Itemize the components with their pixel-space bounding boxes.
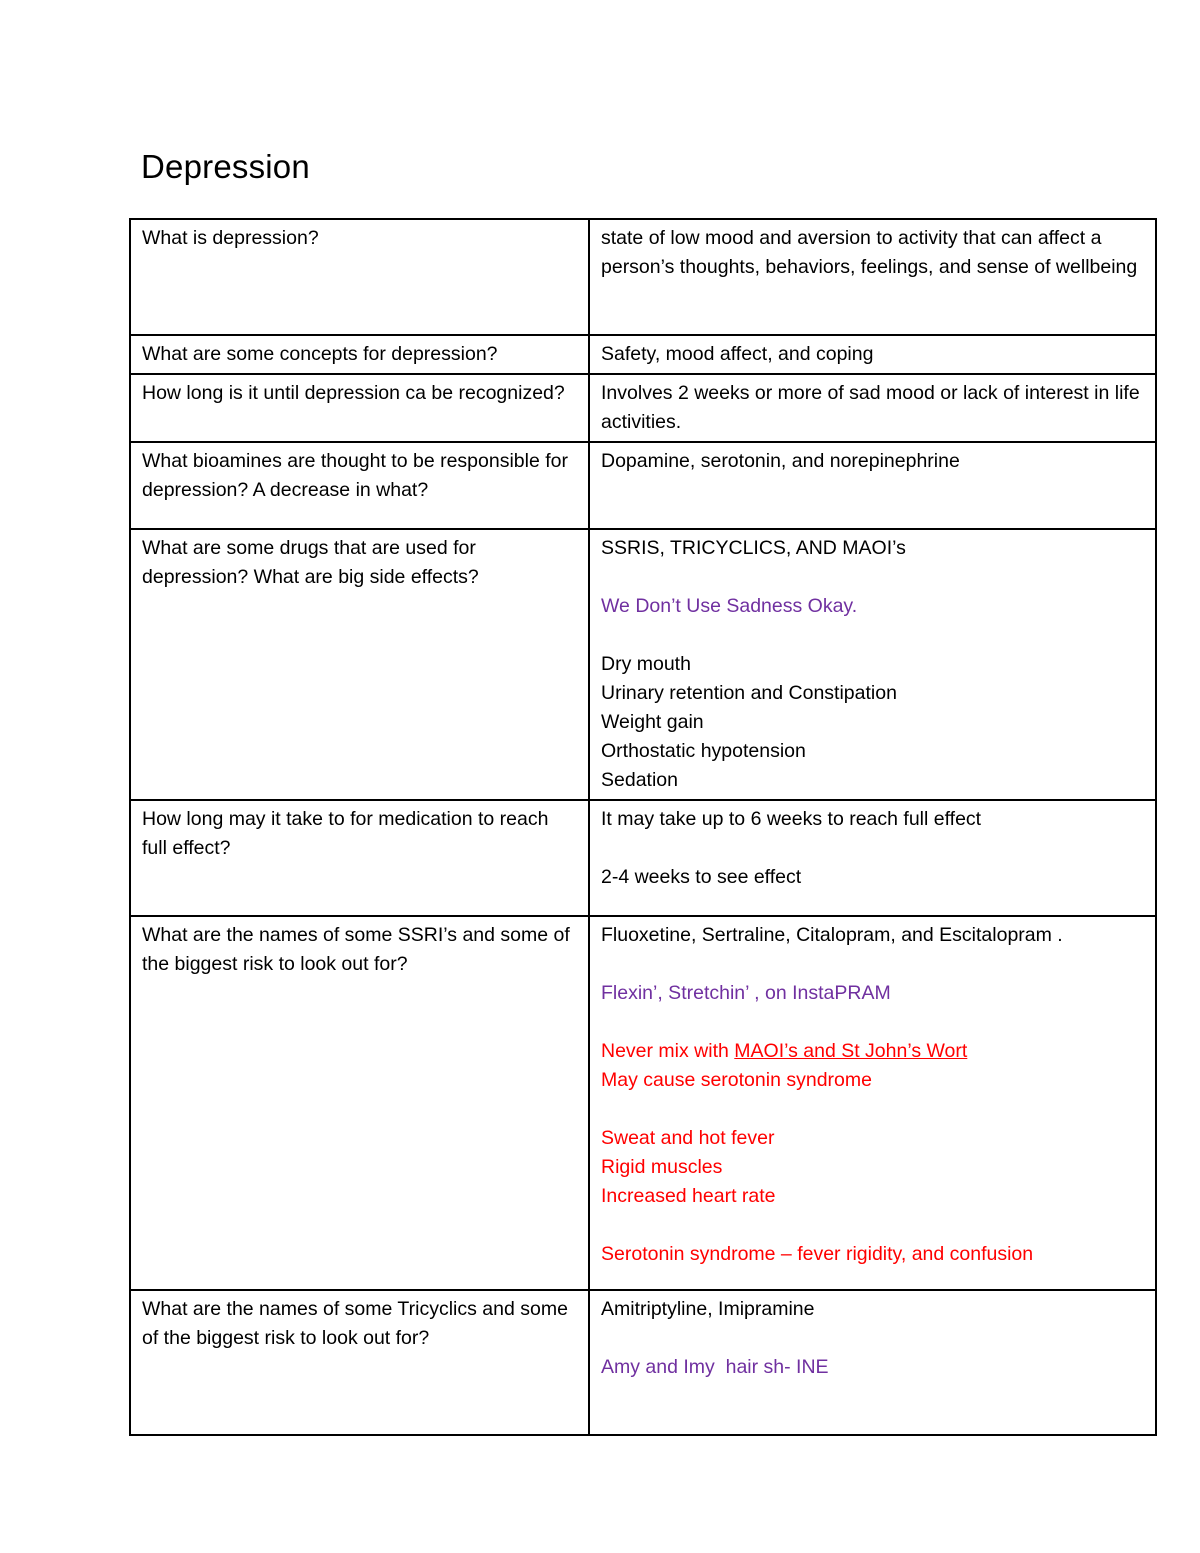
symptom-item: Rigid muscles (601, 1156, 723, 1178)
question-text: What are some drugs that are used for depression? What are big side effects? (142, 537, 482, 588)
question-text: How long may it take to for medication to reach full effect? (142, 808, 554, 859)
answer-text: It may take up to 6 weeks to reach full effect (601, 808, 982, 830)
question-text: What are the names of some Tricyclics and some of the biggest risk to look out for? (142, 1298, 574, 1349)
answer-text: Dopamine, serotonin, and norepinephrine (601, 450, 960, 472)
table-row (130, 335, 1156, 374)
answer-text: Involves 2 weeks or more of sad mood or lack of interest in life activities. (601, 382, 1146, 433)
side-effect-item: Weight gain (601, 711, 704, 733)
blank-line (601, 1324, 1145, 1353)
drug-classes: SSRIS, TRICYCLICS, AND MAOI’s (601, 537, 906, 559)
warning-text: Serotonin syndrome – fever rigidity, and confusion (601, 1243, 1034, 1265)
answer-cell (589, 374, 1156, 442)
ssri-names: Fluoxetine, Sertraline, Citalopram, and Escitalopram . (601, 924, 1063, 946)
side-effect-item: Dry mouth (601, 653, 691, 675)
answer-cell (589, 529, 1156, 800)
table-row (130, 442, 1156, 529)
blank-line (601, 834, 1145, 863)
mnemonic-text: Amy and Imy hair sh- INE (601, 1356, 829, 1378)
answer-cell (589, 442, 1156, 529)
blank-line (601, 563, 1145, 592)
side-effect-item: Sedation (601, 769, 678, 791)
table-row (130, 219, 1156, 335)
answer-cell (589, 1290, 1156, 1435)
side-effect-item: Urinary retention and Constipation (601, 682, 897, 704)
table-row (130, 529, 1156, 800)
warning-underlined-text: MAOI’s and St John’s Wort (734, 1040, 968, 1062)
answer-cell (589, 219, 1156, 335)
warning-text: May cause serotonin syndrome (601, 1069, 872, 1091)
blank-line (601, 1211, 1145, 1240)
question-cell (130, 374, 589, 442)
answer-cell (589, 800, 1156, 916)
table-row (130, 374, 1156, 442)
table-row (130, 800, 1156, 916)
question-text: How long is it until depression ca be recognized? (142, 382, 565, 404)
symptom-item: Sweat and hot fever (601, 1127, 775, 1149)
page-title: Depression (141, 148, 310, 185)
warning-line (601, 1037, 1145, 1066)
mnemonic-text: We Don’t Use Sadness Okay. (601, 595, 858, 617)
qa-table (129, 218, 1157, 1436)
answer-text: 2-4 weeks to see effect (601, 866, 802, 888)
question-text: What are the names of some SSRI’s and some of the biggest risk to look out for? (142, 924, 576, 975)
blank-line (601, 950, 1145, 979)
question-cell (130, 916, 589, 1290)
question-cell (130, 442, 589, 529)
question-text: What is depression? (142, 227, 319, 249)
tricyclic-names: Amitriptyline, Imipramine (601, 1298, 815, 1320)
answer-text: state of low mood and aversion to activity that can affect a person’s thoughts, behaviors, feelings, and sense of wellbeing (601, 227, 1138, 278)
blank-line (601, 621, 1145, 650)
question-cell (130, 1290, 589, 1435)
warning-text: Never mix with (601, 1040, 735, 1062)
symptom-item: Increased heart rate (601, 1185, 776, 1207)
mnemonic-text: Flexin’, Stretchin’ , on InstaPRAM (601, 982, 891, 1004)
blank-line (601, 1008, 1145, 1037)
answer-cell (589, 335, 1156, 374)
answer-cell (589, 916, 1156, 1290)
answer-text: Safety, mood affect, and coping (601, 343, 874, 365)
side-effect-item: Orthostatic hypotension (601, 740, 806, 762)
question-cell (130, 800, 589, 916)
question-text: What are some concepts for depression? (142, 343, 498, 365)
table-row (130, 1290, 1156, 1435)
question-cell (130, 335, 589, 374)
question-text: What bioamines are thought to be responsible for depression? A decrease in what? (142, 450, 574, 501)
question-cell (130, 529, 589, 800)
question-cell (130, 219, 589, 335)
blank-line (601, 1095, 1145, 1124)
table-row (130, 916, 1156, 1290)
